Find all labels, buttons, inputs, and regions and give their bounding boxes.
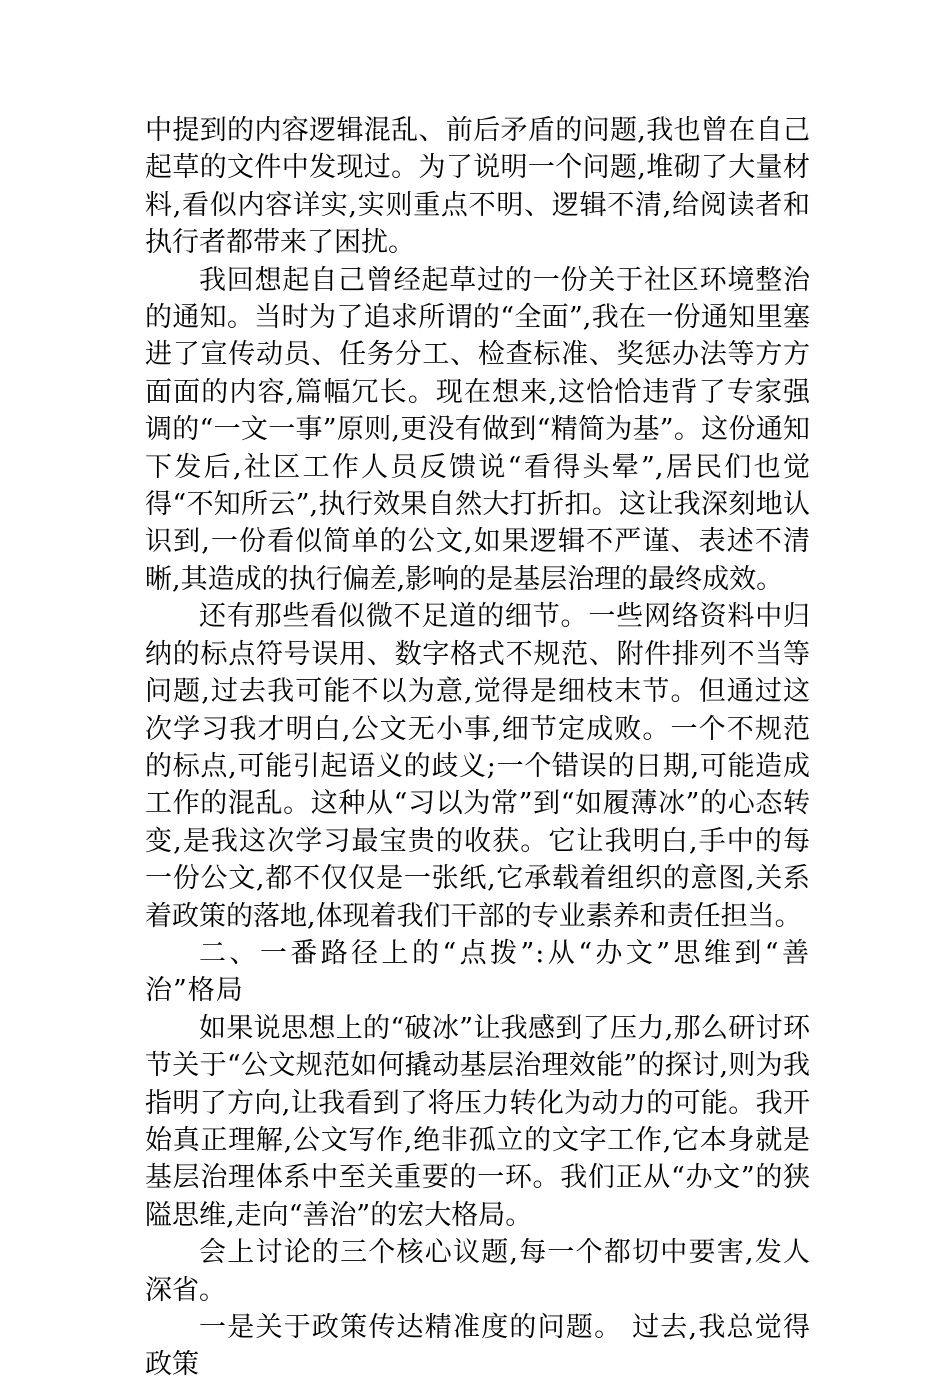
paragraph-environment-notice: 我回想起自己曾经起草过的一份关于社区环境整治的通知。当时为了追求所谓的“全面”,我在一份通知里塞进了宣传动员、任务分工、检查标准、奖惩办法等方方面面的内容,篇幅冗长。现在想来,这恰恰违背了专家强调的“一文一事”原则,更没有做到“精简为基”。这份通知下发后,社区工作人员反馈说“看得头晕”,居民们也觉得“不知所云”,执行效果自然大打折扣。这让我深刻地认识到,一份看似简单的公文,如果逻辑不严谨、表述不清晰,其造成的执行偏差,影响的是基层治理的最终成效。: [145, 264, 810, 595]
paragraph-policy-precision: 一是关于政策传达精准度的问题。 过去,我总觉得政策: [145, 1312, 810, 1381]
paragraph-details: 还有那些看似微不足道的细节。一些网络资料中归纳的标点符号误用、数字格式不规范、附件排列不当等问题,过去我可能不以为意,觉得是细枝末节。但通过这次学习我才明白,公文无小事,细节定成败。一个不规范的标点,可能引起语义的歧义;一个错误的日期,可能造成工作的混乱。这种从“习以为常”到“如履薄冰”的心态转变,是我这次学习最宝贵的收获。它让我明白,手中的每一份公文,都不仅仅是一张纸,它承载着组织的意图,关系着政策的落地,体现着我们干部的专业素养和责任担当。: [145, 601, 810, 932]
section-heading: 二、一番路径上的“点拨”:从“办文”思维到“善治”格局: [145, 937, 810, 1007]
document-body: [145, 112, 810, 1384]
paragraph-core-topics: 会上讨论的三个核心议题,每一个都切中要害,发人深省。: [145, 1237, 810, 1306]
paragraph-guidance: 如果说思想上的“破冰”让我感到了压力,那么研讨环节关于“公文规范如何撬动基层治理效能”的探讨,则为我指明了方向,让我看到了将压力转化为动力的可能。我开始真正理解,公文写作,绝非孤立的文字工作,它本身就是基层治理体系中至关重要的一环。我们正从“办文”的狭隘思维,走向“善治”的宏大格局。: [145, 1012, 810, 1231]
paragraph-continued: 中提到的内容逻辑混乱、前后矛盾的问题,我也曾在自己起草的文件中发现过。为了说明一个问题,堆砌了大量材料,看似内容详实,实则重点不明、逻辑不清,给阅读者和执行者都带来了困扰。: [145, 115, 810, 259]
